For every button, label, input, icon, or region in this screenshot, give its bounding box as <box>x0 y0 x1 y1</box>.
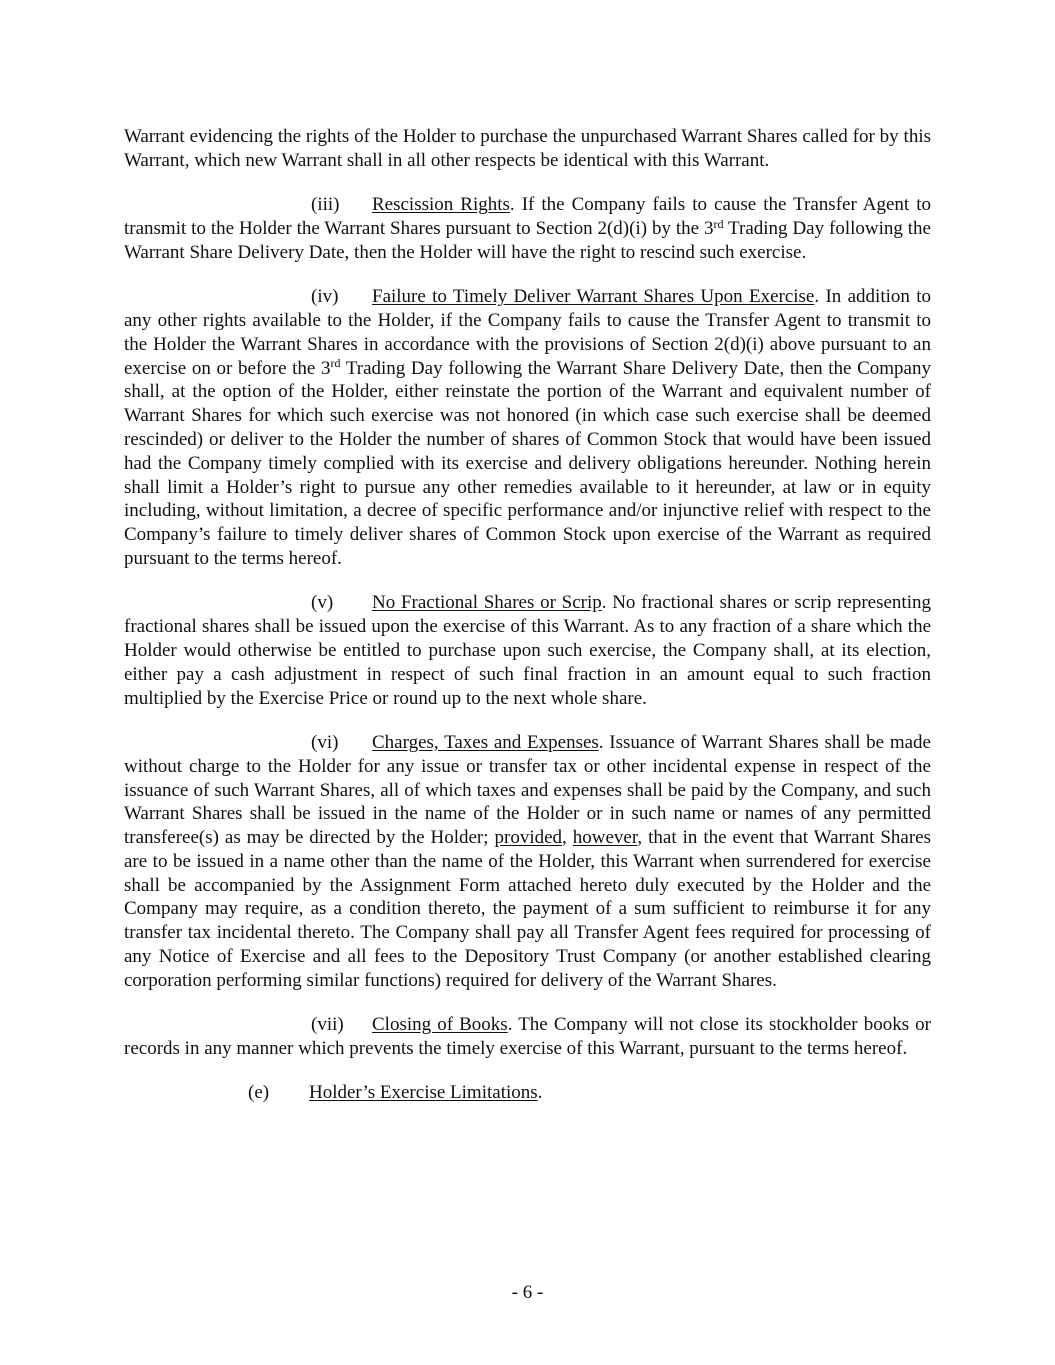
however-term: however <box>572 827 638 849</box>
section-number: (vi) <box>311 731 339 753</box>
section-title: Rescission Rights <box>372 194 510 216</box>
paragraph-vii <box>124 1013 931 1061</box>
paragraph-iv <box>124 285 931 571</box>
heading-period: . <box>537 1082 543 1104</box>
section-number: (iv) <box>311 286 339 308</box>
section-number: (v) <box>311 592 334 614</box>
paragraph-iii <box>124 193 931 264</box>
paragraph-text: . In addition to any other rights available to the Holder, if the Company fails to cause the Transfer Agent to transmit to the Holder the Warrant Shares in accordance with the provisions of Section 2(d)(i) above pursuant to an exercise on or before the 3 <box>124 286 931 379</box>
document-body <box>124 125 931 1126</box>
section-title: Charges, Taxes and Expenses <box>372 731 599 753</box>
continuation-paragraph: Warrant evidencing the rights of the Holder to purchase the unpurchased Warrant Shares called for by this Warrant, which new Warrant shall in all other respects be identical with this Warrant. <box>124 126 931 171</box>
page-number: - 6 - <box>511 1282 544 1303</box>
ordinal-suffix: rd <box>713 216 724 231</box>
comma-text: , <box>562 827 573 849</box>
ordinal-suffix: rd <box>330 356 341 371</box>
section-title: Closing of Books <box>372 1014 508 1036</box>
paragraph-v <box>124 591 931 710</box>
section-number: (vii) <box>311 1014 344 1036</box>
provided-term: provided <box>494 827 563 849</box>
paragraph-text: Trading Day following the Warrant Share Delivery Date, then the Holder will have the right to rescind such exercise. <box>124 217 931 263</box>
section-title: No Fractional Shares or Scrip <box>372 592 602 614</box>
section-title: Holder’s Exercise Limitations <box>309 1082 538 1104</box>
paragraph-text: . No fractional shares or scrip representing fractional shares shall be issued upon the exercise of this Warrant. As to any fraction of a share which the Holder would otherwise be entitled to purchase upon such exercise, the Company shall, at its election, either pay a cash adjustment in respect of such final fraction in an amount equal to such fraction multiplied by the Exercise Price or round up to the next whole share. <box>124 592 931 709</box>
paragraph-text: , that in the event that Warrant Shares are to be issued in a name other than the name of the Holder, this Warrant when surrendered for exercise shall be accompanied by the Assignment Form attached hereto duly executed by the Holder and the Company may require, as a condition thereto, the payment of a sum sufficient to reimburse it for any transfer tax incidental thereto. The Company shall pay all Transfer Agent fees required for processing of any Notice of Exercise and all fees to the Depository Trust Company (or another established clearing corporation performing similar functions) required for delivery of the Warrant Shares. <box>124 827 932 991</box>
paragraph-vi <box>124 731 931 993</box>
paragraph-text: . The Company will not close its stockholder books or records in any manner which prevents the timely exercise of this Warrant, pursuant to the terms hereof. <box>124 1014 931 1060</box>
heading-e <box>124 1081 931 1105</box>
paragraph-text: . Issuance of Warrant Shares shall be made without charge to the Holder for any issue or transfer tax or other incidental expense in respect of the issuance of such Warrant Shares, all of which taxes and expenses shall be paid by the Company, and such Warrant Shares shall be issued in the name of the Holder or in such name or names of any permitted transferee(s) as may be directed by the Holder; <box>124 731 931 849</box>
section-number: (iii) <box>311 194 340 216</box>
paragraph-text: . If the Company fails to cause the Transfer Agent to transmit to the Holder the Warrant Shares pursuant to Section 2(d)(i) by the 3 <box>124 194 931 239</box>
section-number: (e) <box>248 1082 270 1104</box>
paragraph-text: Trading Day following the Warrant Share Delivery Date, then the Company shall, at the option of the Holder, either reinstate the portion of the Warrant and equivalent number of Warrant Shares for which such exercise was not honored (in which case such exercise shall be deemed rescinded) or deliver to the Holder the number of shares of Common Stock that would have been issued had the Company timely complied with its exercise and delivery obligations hereunder. Nothing herein shall limit a Holder’s right to pursue any other remedies available to it hereunder, at law or in equity including, without limitation, a decree of specific performance and/or injunctive relief with respect to the Company’s failure to timely deliver shares of Common Stock upon exercise of the Warrant as required pursuant to the terms hereof. <box>124 357 931 569</box>
section-title: Failure to Timely Deliver Warrant Shares Upon Exercise <box>372 286 815 308</box>
